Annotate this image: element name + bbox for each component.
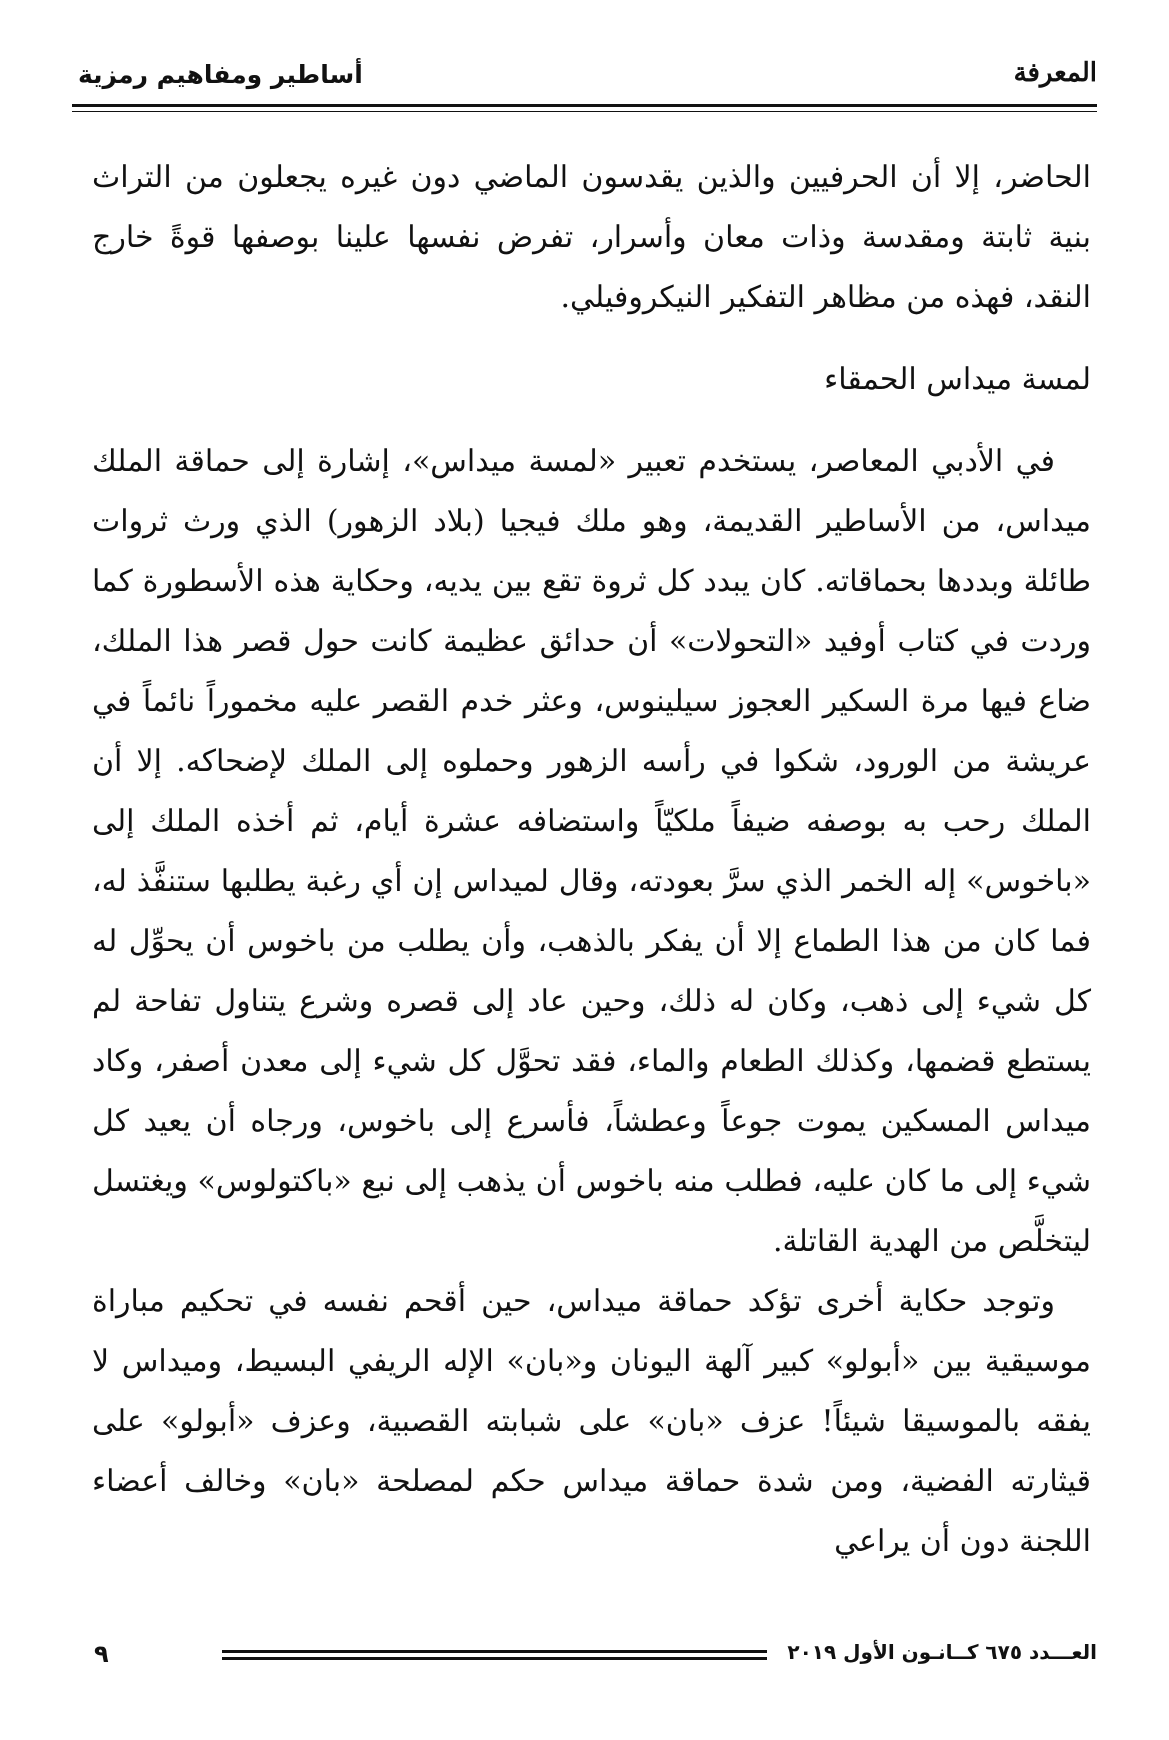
magazine-logo: المعرفة <box>1013 58 1097 88</box>
footer-rule <box>222 1650 767 1664</box>
header-rule-thick <box>72 104 1097 107</box>
header-rule-thin <box>72 111 1097 112</box>
article-body <box>92 148 1091 1572</box>
page-number: ٩ <box>94 1640 109 1668</box>
page-header <box>72 58 1097 102</box>
section-title-header: أساطير ومفاهيم رمزية <box>78 60 363 89</box>
page-footer <box>72 1640 1097 1680</box>
issue-info: العـــدد ٦٧٥ كــانـون الأول ٢٠١٩ <box>787 1640 1097 1664</box>
paragraph-1: في الأدبي المعاصر، يستخدم تعبير «لمسة ميداس»، إشارة إلى حماقة الملك ميداس، من الأساطير القديمة، وهو ملك فيجيا (بلاد الزهور) الذي ورث ثروات طائلة وبددها بحماقاته. كان يبدد كل ثروة تقع بين يديه، وحكاية هذه الأسطورة كما وردت في كتاب أوفيد «التحولات» أن حدائق عظيمة كانت حول قصر هذا الملك، ضاع فيها مرة السكير العجوز سيلينوس، وعثر خدم القصر عليه مخموراً نائماً في عريشة من الورود، شكوا في رأسه الزهور وحملوه إلى الملك لإضحاكه. إلا أن الملك رحب به بوصفه ضيفاً ملكيّاً واستضافه عشرة أيام، ثم أخذه الملك إلى «باخوس» إله الخمر الذي سرَّ بعودته، وقال لميداس إن أي رغبة يطلبها ستنفَّذ له، فما كان من هذا الطماع إلا أن يفكر بالذهب، وأن يطلب من باخوس أن يحوِّل له كل شيء إلى ذهب، وكان له ذلك، وحين عاد إلى قصره وشرع يتناول تفاحة لم يستطع قضمها، وكذلك الطعام والماء، فقد تحوَّل كل شيء إلى معدن أصفر، وكاد ميداس المسكين يموت جوعاً وعطشاً، فأسرع إلى باخوس، ورجاه أن يعيد كل شيء إلى ما كان عليه، فطلب منه باخوس أن يذهب إلى نبع «باكتولوس» ويغتسل ليتخلَّص من الهدية القاتلة. <box>92 444 1091 1259</box>
section-heading: لمسة ميداس الحمقاء <box>824 362 1091 397</box>
intro-paragraph: الحاضر، إلا أن الحرفيين والذين يقدسون الماضي دون غيره يجعلون من التراث بنية ثابتة ومقدسة وذات معان وأسرار، تفرض نفسها علينا بوصفها قوةً خارج النقد، فهذه من مظاهر التفكير النيكروفيلي. <box>92 160 1091 315</box>
paragraph-2: وتوجد حكاية أخرى تؤكد حماقة ميداس، حين أقحم نفسه في تحكيم مباراة موسيقية بين «أبولو» كبير آلهة اليونان و«بان» الإله الريفي البسيط، وميداس لا يفقه بالموسيقا شيئاً! عزف «بان» على شبابته القصبية، وعزف «أبولو» على قيثارته الفضية، ومن شدة حماقة ميداس حكم لمصلحة «بان» وخالف أعضاء اللجنة دون أن يراعي <box>92 1284 1091 1559</box>
